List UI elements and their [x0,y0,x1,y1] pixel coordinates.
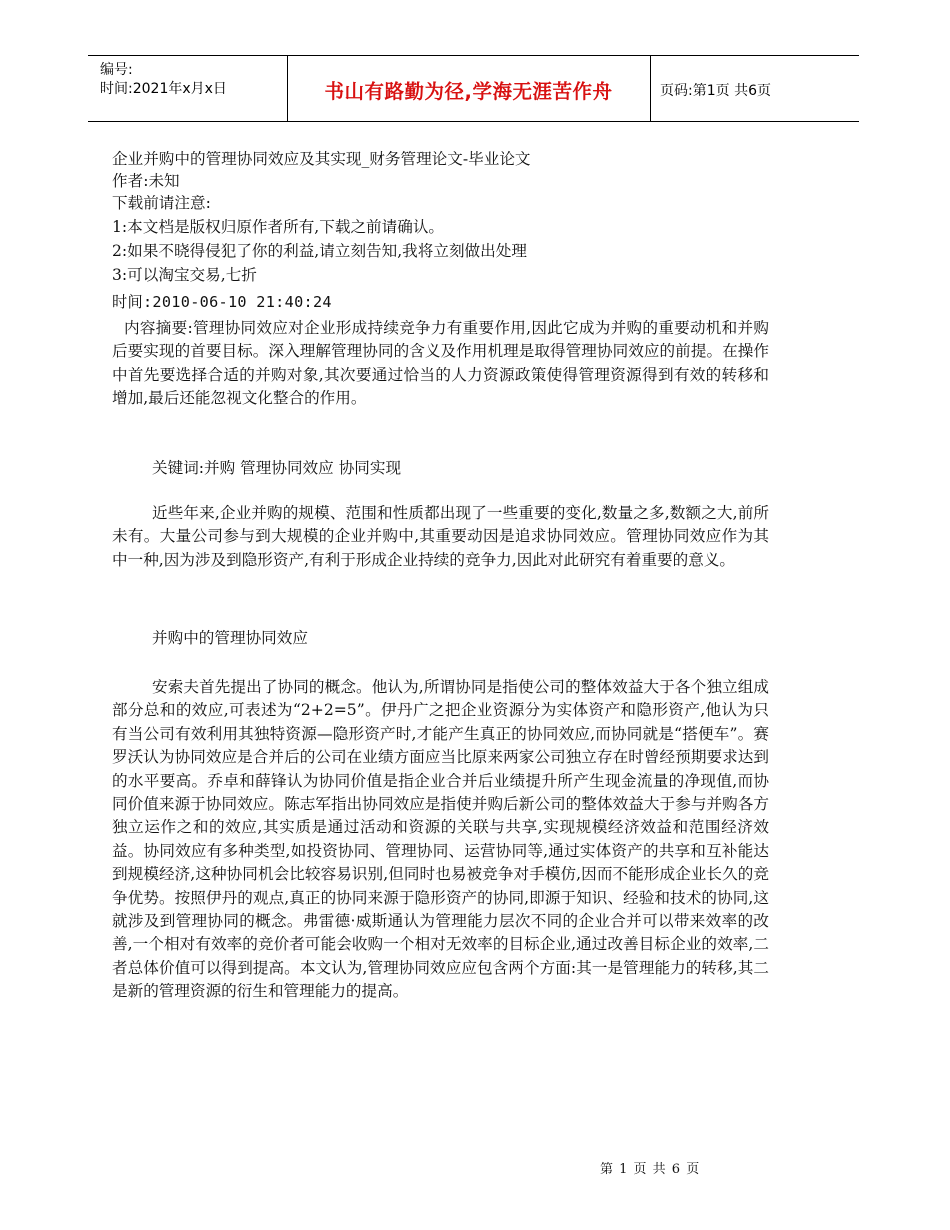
timestamp-line: 时间:2010-06-10 21:40:24 [112,293,332,311]
abstract-paragraph: 内容摘要:管理协同效应对企业形成持续竞争力有重要作用,因此它成为并购的重要动机和并购后要实现的首要目标。深入理解管理协同的含义及作用机理是取得管理协同效应的前提。在操作中首先要选择合适的并购对象,其次要通过恰当的人力资源政策使得管理资源得到有效的转移和增加,最后还能忽视文化整合的作用。 [112,319,769,408]
header-bottom-rule [88,121,859,122]
doc-title: 企业并购中的管理协同效应及其实现_财务管理论文-毕业论文 [112,150,531,168]
time-label: 时间:2021年x月x日 [100,81,227,97]
author-line: 作者:未知 [112,172,180,190]
header-divider-right [650,55,651,121]
section-heading: 并购中的管理协同效应 [152,629,308,647]
page-info: 页码:第1页 共6页 [660,83,771,99]
section-paragraph: 安索夫首先提出了协同的概念。他认为,所谓协同是指使公司的整体效益大于各个独立组成部分总和的效应,可表述为“2+2=5”。伊丹广之把企业资源分为实体资产和隐形资产,他认为只有当公司有效利用其独特资源—隐形资产时,才能产生真正的协同效应,而协同就是“搭便车”。赛罗沃认为协同效应是合并后的公司在业绩方面应当比原来两家公司独立存在时曾经预期要求达到的水平要高。乔卓和薛锋认为协同价值是指企业合并后业绩提升所产生现金流量的净现值,而协同价值来源于协同效应。陈志军指出协同效应是指使并购后新公司的整体效益大于参与并购各方独立运作之和的效应,其实质是通过活动和资源的关联与共享,实现规模经济效益和范围经济效益。协同效应有多种类型,如投资协同、管理协同、运营协同等,通过实体资产的共享和互补能达到规模经济,这种协同机会比较容易识别,但同时也易被竞争对手模仿,因而不能形成企业长久的竞争优势。按照伊丹的观点,真正的协同来源于隐形资产的协同,即源于知识、经验和技术的协同,这就涉及到管理协同的概念。弗雷德·威斯通认为管理能力层次不同的企业合并可以带来效率的改善,一个相对有效率的竞价者可能会收购一个相对无效率的目标企业,通过改善目标企业的效率,二者总体价值可以得到提高。本文认为,管理协同效应应包含两个方面:其一是管理能力的转移,其二是新的管理资源的衍生和管理能力的提高。 [112,678,769,1001]
keywords-line: 关键词:并购 管理协同效应 协同实现 [152,459,402,477]
page-footer: 第 1 页 共 6 页 [600,1162,701,1177]
motto-text: 书山有路勤为径,学海无涯苦作舟 [324,80,613,103]
notice-item-1: 1:本文档是版权归原作者所有,下载之前请确认。 [112,218,445,236]
notice-heading: 下载前请注意: [112,194,211,212]
notice-item-3: 3:可以淘宝交易,七折 [112,266,257,284]
doc-number-label: 编号: [100,62,133,78]
notice-item-2: 2:如果不晓得侵犯了你的利益,请立刻告知,我将立刻做出处理 [112,242,527,260]
intro-paragraph: 近些年来,企业并购的规模、范围和性质都出现了一些重要的变化,数量之多,数额之大,前所未有。大量公司参与到大规模的企业并购中,其重要动因是追求协同效应。管理协同效应作为其中一种,因为涉及到隐形资产,有利于形成企业持续的竞争力,因此对此研究有着重要的意义。 [112,504,769,569]
header-top-rule [88,55,859,56]
